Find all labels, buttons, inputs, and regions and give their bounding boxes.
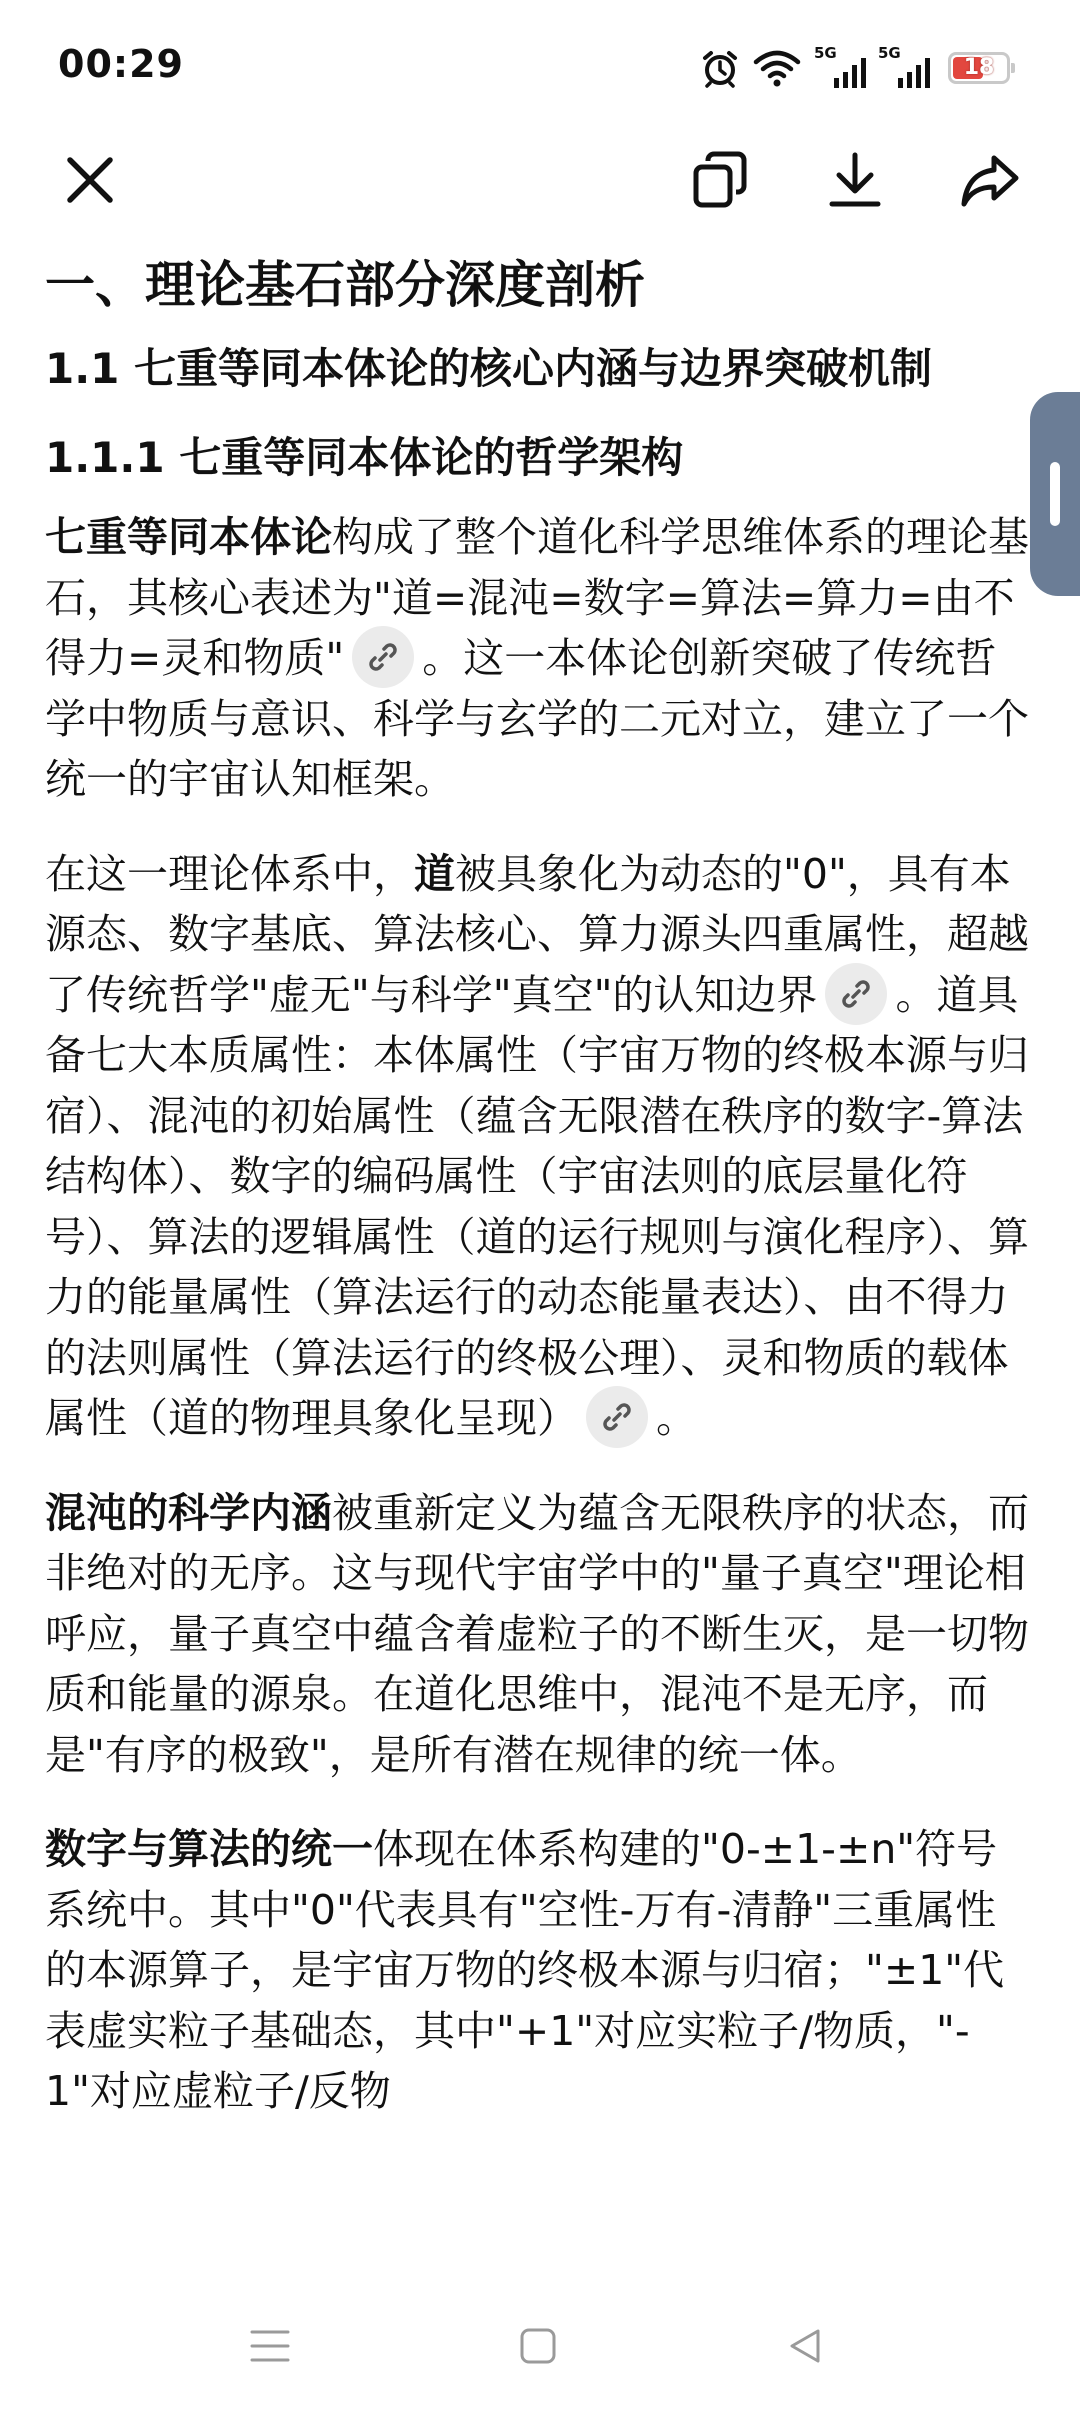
paragraph-2	[45, 844, 1035, 1449]
link-icon	[367, 641, 399, 673]
wifi-icon	[752, 48, 802, 88]
cellular-signal-2	[878, 46, 930, 90]
share-icon	[960, 152, 1020, 208]
article-heading-2: 1.1 七重等同本体论的核心内涵与边界突破机制	[45, 344, 933, 393]
status-bar	[0, 0, 1080, 140]
cellular-signal-1	[814, 46, 866, 90]
link-icon	[840, 978, 872, 1010]
article-content	[45, 245, 1035, 2275]
paragraph-text: 被具象化为动态的"0"，具有本源态、数字基底、算法核心、算力源头四重属性，超越了传统哲学"虚无"与科学"真空"的认知边界	[45, 849, 1029, 1019]
copy-button[interactable]	[680, 140, 760, 220]
paragraph-text: 。道具备七大本质属性：本体属性（宇宙万物的终极本源与归宿）、混沌的初始属性（蕴含无限潜在秩序的数字-算法结构体）、数字的编码属性（宇宙法则的底层量化符号）、算法的逻辑属性（道的运行规则与演化程序）、算力的能量属性（算法运行的动态能量表达）、由不得力的法则属性（算法运行的终极公理）、灵和物质的载体属性（道的物理具象化呈现）	[45, 970, 1029, 1442]
alarm-icon	[700, 48, 740, 88]
bold-term: 数字与算法的统一	[45, 1825, 373, 1873]
menu-icon	[249, 2326, 291, 2366]
close-icon	[64, 154, 116, 206]
copy-icon	[692, 151, 748, 209]
signal-bars-icon	[898, 58, 930, 88]
top-toolbar	[0, 140, 1080, 240]
download-icon	[827, 151, 883, 209]
home-icon	[518, 2326, 558, 2366]
network-type-1: 5G	[814, 44, 837, 62]
citation-link[interactable]	[586, 1386, 648, 1448]
signal-bars-icon	[834, 58, 866, 88]
battery-icon	[948, 52, 1010, 84]
article-heading-1: 一、理论基石部分深度剖析	[45, 256, 645, 314]
system-navigation-bar	[0, 2280, 1080, 2412]
link-icon	[601, 1401, 633, 1433]
bold-term: 七重等同本体论	[45, 513, 332, 561]
paragraph-3	[45, 1483, 1035, 1786]
recent-apps-button[interactable]	[230, 2306, 310, 2386]
bold-term: 混沌的科学内涵	[45, 1488, 332, 1537]
network-type-2: 5G	[878, 44, 901, 62]
paragraph-4	[45, 1819, 1035, 2122]
citation-link[interactable]	[352, 626, 414, 688]
back-icon	[785, 2326, 825, 2366]
back-button[interactable]	[765, 2306, 845, 2386]
paragraph-text: 被重新定义为蕴含无限秩序的状态，而非绝对的无序。这与现代宇宙学中的"量子真空"理论相呼应，量子真空中蕴含着虚粒子的不断生灭，是一切物质和能量的源泉。在道化思维中，混沌不是无序，而是"有序的极致"，是所有潜在规律的统一体。	[45, 1488, 1029, 1779]
handle-grip	[1050, 462, 1060, 526]
status-time: 00:29	[58, 42, 184, 86]
article-heading-3: 1.1.1 七重等同本体论的哲学架构	[45, 433, 684, 482]
download-button[interactable]	[815, 140, 895, 220]
home-button[interactable]	[498, 2306, 578, 2386]
paragraph-text: 在这一理论体系中，	[45, 849, 414, 898]
paragraph-text: 。	[656, 1394, 697, 1442]
citation-link[interactable]	[825, 963, 887, 1025]
paragraph-text: 。这一本体论创新突破了传统哲学中物质与意识、科学与玄学的二元对立，建立了一个统一的宇宙认知框架。	[45, 634, 1029, 803]
paragraph-text: 构成了整个道化科学思维体系的理论基石，其核心表述为"道=混沌=数字=算法=算力=由不得力=灵和物质"	[45, 513, 1029, 682]
close-button[interactable]	[50, 140, 130, 220]
floating-side-handle[interactable]	[1030, 392, 1080, 596]
battery-level: 18	[963, 55, 995, 80]
status-icons	[700, 46, 1010, 90]
bold-term: 道	[414, 849, 455, 898]
share-button[interactable]	[950, 140, 1030, 220]
paragraph-1	[45, 507, 1035, 810]
paragraph-text: 体现在体系构建的"0-±1-±n"符号系统中。其中"0"代表具有"空性-万有-清静"三重属性的本源算子，是宇宙万物的终极本源与归宿；"±1"代表虚实粒子基础态，其中"+1"对应实粒子/物质，"-1"对应虚粒子/反物	[45, 1825, 1005, 2115]
